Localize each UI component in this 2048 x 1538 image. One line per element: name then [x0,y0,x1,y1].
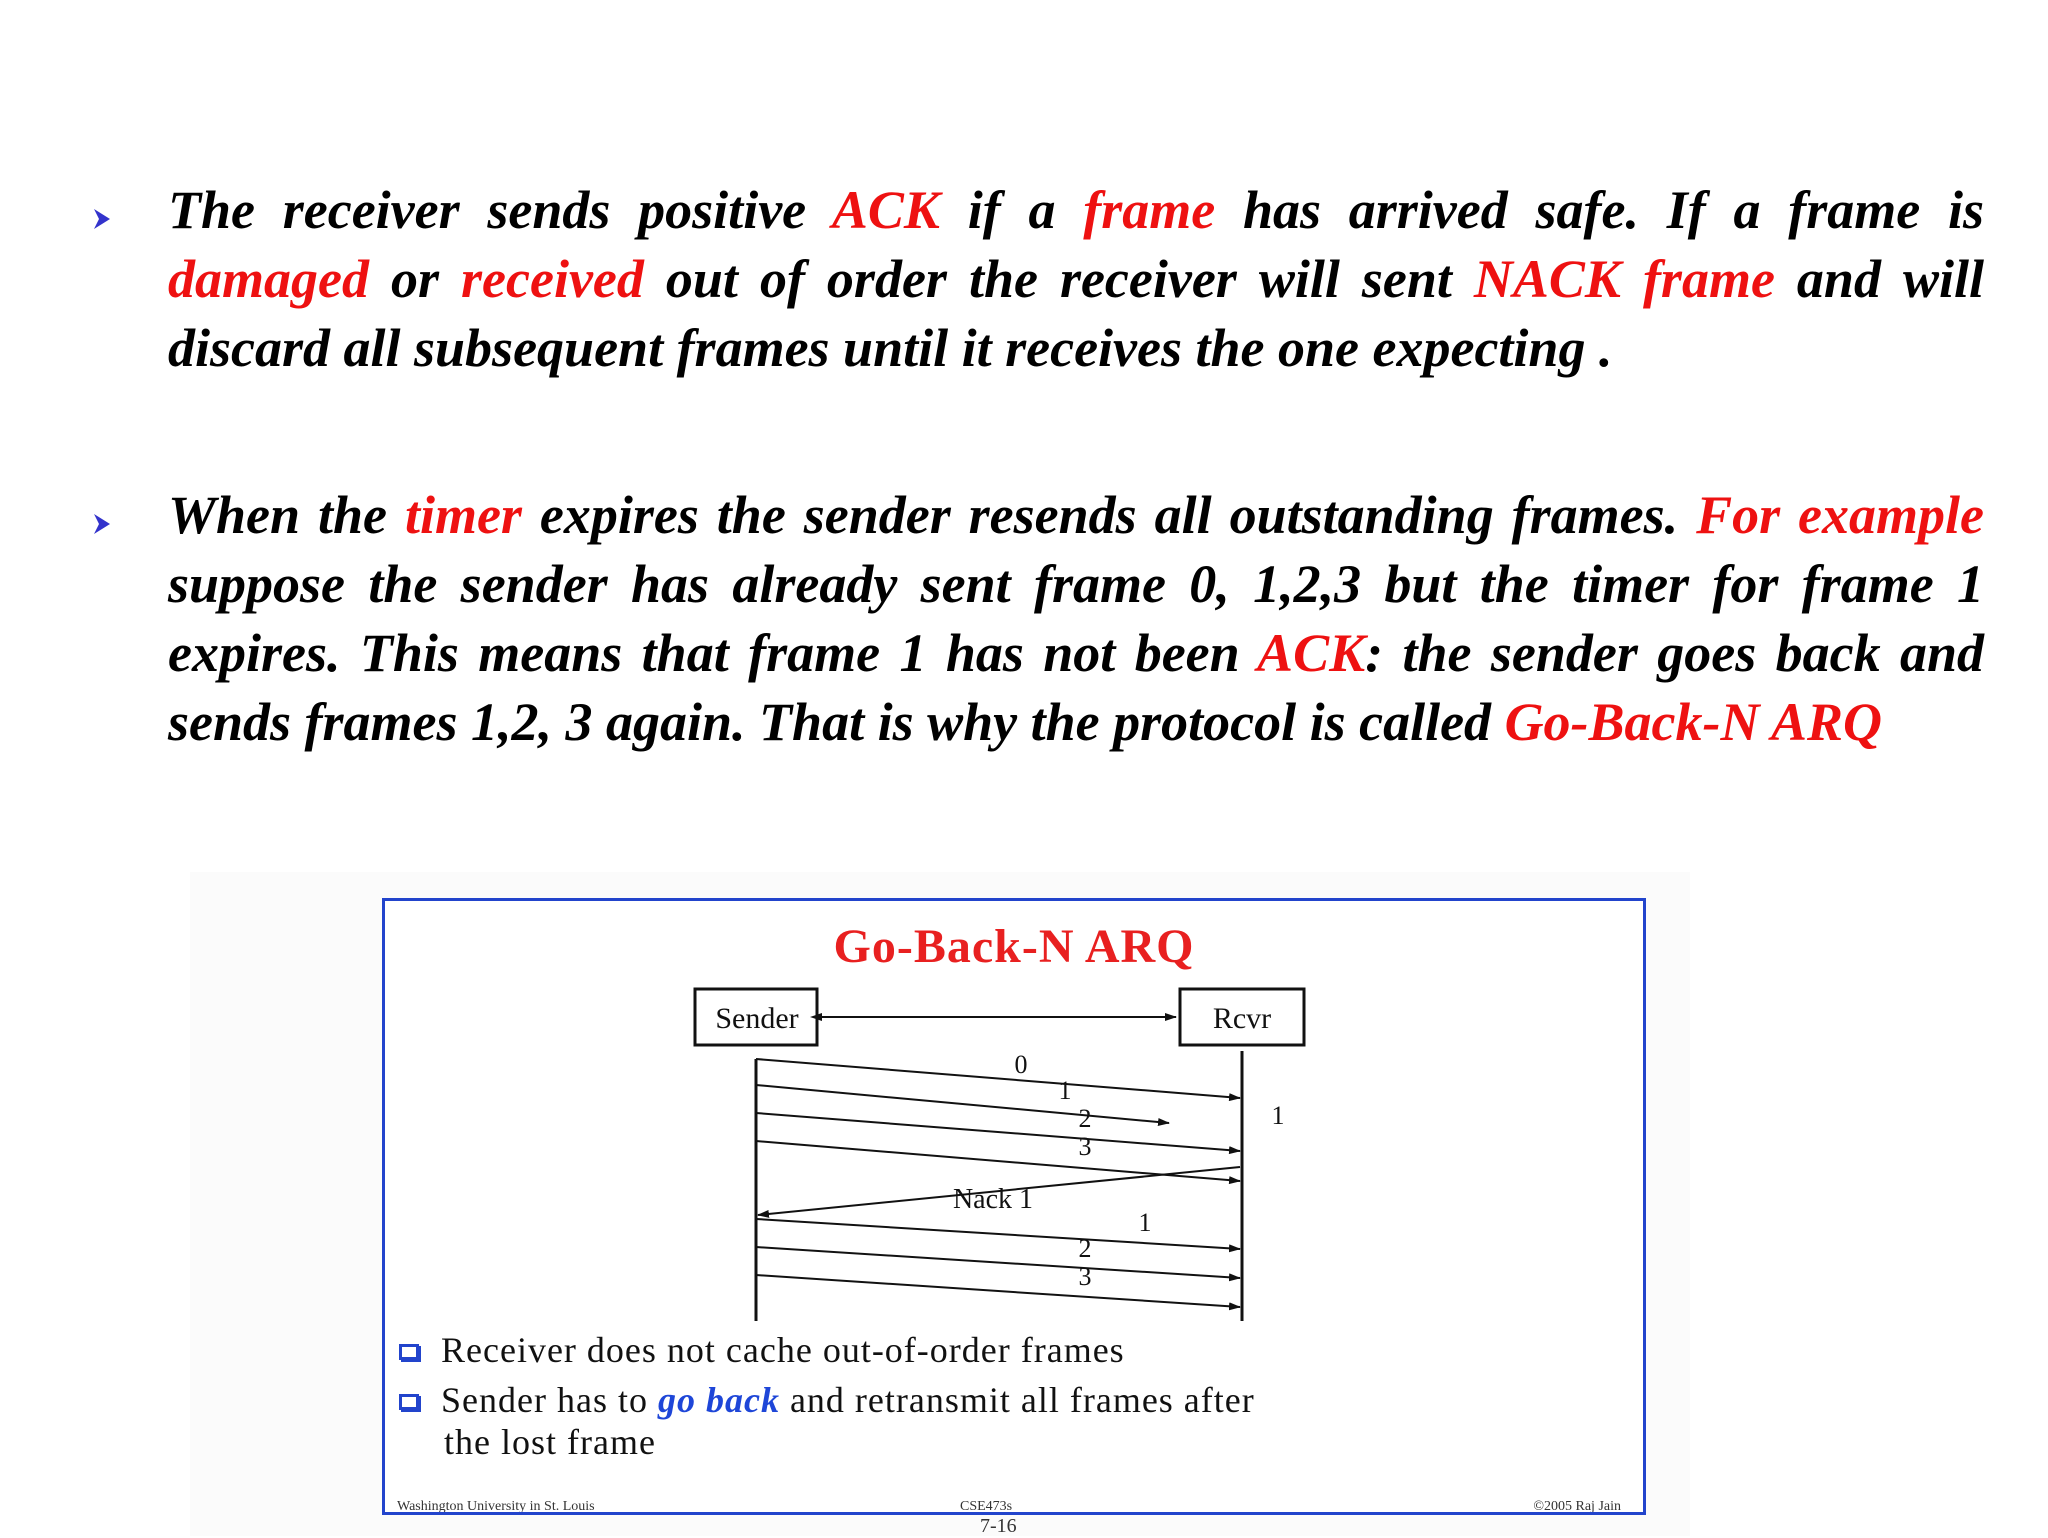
figure-bullet-text: Receiver does not cache out-of-order frames [441,1330,1125,1370]
highlighted-term: ACK [1257,623,1366,683]
resend-frame-1-label: 1 [1138,1208,1152,1237]
receiver-note: 1 [1271,1101,1285,1130]
figure-footer-copyright: ©2005 Raj Jain [1533,1499,1621,1514]
highlighted-term: frame [1083,180,1216,240]
paragraph-text: has arrived safe. If a frame is [1215,180,1984,240]
paragraph-text: out of order the receiver will sent [643,249,1474,309]
figure-bullet-go-back [399,1379,1619,1463]
highlighted-term: received [461,249,644,309]
highlighted-term: ACK [831,180,940,240]
paragraph-text: : the sender goes back and sends frames 1,2, 3 again. That is why the protocol is called [168,623,1984,752]
receiver-label: Rcvr [1212,1002,1272,1035]
paragraph-text: expires the sender resends all outstanding frames. [521,485,1697,545]
resend-frame-2-label: 2 [1078,1234,1092,1263]
paragraph-timer-expiry [168,481,1984,757]
highlighted-term: timer [404,485,522,545]
highlighted-term: For example [1696,485,1984,545]
arrowhead-bullet-icon [92,206,112,232]
frame-3-label: 3 [1078,1132,1092,1161]
sender-label: Sender [715,1002,799,1035]
highlighted-term: damaged [168,249,369,309]
figure-footer-institution: Washington University in St. Louis [397,1499,595,1514]
paragraph-receiver-behavior [168,176,1984,383]
paragraph-text: or [368,249,462,309]
frame-2-arrow [756,1113,1240,1151]
paragraph-text: and will discard all subsequent frames until it receives the one expecting . [168,249,1984,378]
nack-label: Nack 1 [952,1184,1034,1215]
frame-1-label: 1 [1058,1076,1072,1105]
figure-bullet-text: and retransmit all frames after [779,1380,1255,1420]
figure-bullet-continuation: the lost frame [444,1422,656,1462]
resend-frame-3-arrow [756,1275,1240,1307]
figure-footer-course: CSE473s [960,1499,1013,1514]
figure-title: Go-Back-N ARQ [833,920,1195,973]
paragraph-text: if a [939,180,1084,240]
resend-frame-3-label: 3 [1078,1262,1092,1291]
paragraph-text: suppose the sender has already sent frame 0, 1,2,3 but the timer for frame 1 expires. This means that frame 1 has not been [168,554,1984,683]
highlighted-term: NACK frame [1473,249,1775,309]
go-back-emphasis: go back [657,1380,780,1420]
resend-frame-1-arrow [756,1219,1240,1249]
frame-0-label: 0 [1014,1050,1028,1079]
paragraph-text: The receiver sends positive [168,180,832,240]
resend-frame-2-arrow [756,1247,1240,1278]
paragraph-text: When the [168,485,405,545]
figure-bullet-cache [399,1329,1125,1371]
go-back-n-figure [382,898,1646,1515]
arrowhead-bullet-icon [92,511,112,537]
hollow-square-bullet-icon [399,1344,419,1360]
hollow-square-bullet-icon [399,1394,419,1410]
page-number: 7-16 [980,1515,1017,1537]
highlighted-term: Go-Back-N ARQ [1504,692,1883,752]
figure-bullet-text: Sender has to [441,1380,658,1420]
frame-2-label: 2 [1078,1104,1092,1133]
